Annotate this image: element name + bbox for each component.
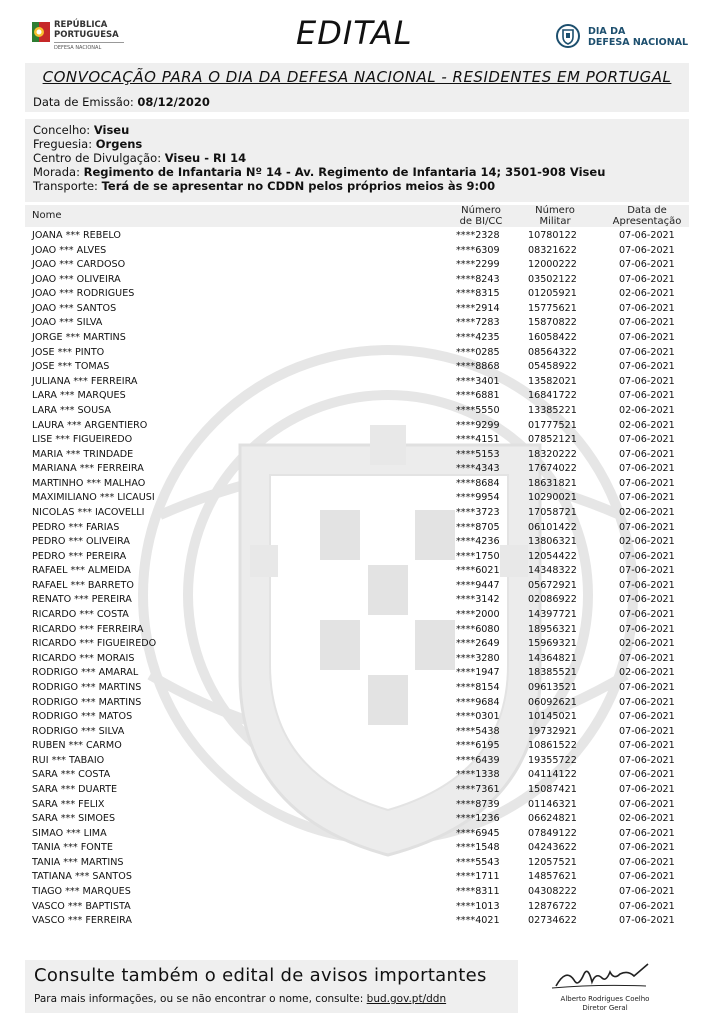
cell-militar: 19732921 — [528, 725, 577, 737]
cell-bi: ****6021 — [456, 565, 500, 577]
cell-bi: ****5543 — [456, 856, 500, 868]
cell-militar: 06092621 — [528, 696, 577, 708]
cell-date: 02-06-2021 — [619, 288, 675, 300]
cell-militar: 12057521 — [528, 856, 577, 868]
column-header-bi-line1: Número — [461, 205, 501, 216]
signer-role: Diretor Geral — [582, 1004, 628, 1012]
cell-bi: ****5438 — [456, 725, 500, 737]
cell-name: RICARDO *** COSTA — [32, 609, 129, 621]
table-row — [25, 608, 689, 623]
cell-date: 07-06-2021 — [619, 492, 675, 504]
footer-link[interactable]: bud.gov.pt/ddn — [366, 993, 447, 1005]
cell-militar: 15969321 — [528, 638, 577, 650]
cell-militar: 15775621 — [528, 302, 577, 314]
concelho-row — [33, 123, 129, 137]
cell-date: 07-06-2021 — [619, 609, 675, 621]
cell-name: MARIANA *** FERREIRA — [32, 463, 144, 475]
cell-name: JOAO *** RODRIGUES — [32, 288, 135, 300]
table-row — [25, 885, 689, 900]
cell-name: LARA *** SOUSA — [32, 404, 111, 416]
table-row — [25, 593, 689, 608]
cell-militar: 18320222 — [528, 448, 577, 460]
cell-bi: ****6881 — [456, 390, 500, 402]
cell-date: 07-06-2021 — [619, 521, 675, 533]
morada-row — [33, 165, 605, 179]
cell-militar: 12876722 — [528, 900, 577, 912]
table-row — [25, 696, 689, 711]
cell-bi: ****6195 — [456, 740, 500, 752]
cell-date: 07-06-2021 — [619, 900, 675, 912]
cell-name: PEDRO *** PEREIRA — [32, 550, 127, 562]
signer-name: Alberto Rodrigues Coelho — [560, 995, 650, 1003]
table-row — [25, 870, 689, 885]
table-row — [25, 681, 689, 696]
signer-block — [540, 995, 670, 1013]
table-row — [25, 739, 689, 754]
cell-name: TIAGO *** MARQUES — [32, 886, 131, 898]
cell-date: 07-06-2021 — [619, 886, 675, 898]
cell-militar: 08564322 — [528, 346, 577, 358]
transporte-row — [33, 179, 495, 193]
cell-date: 02-06-2021 — [619, 419, 675, 431]
cell-name: SARA *** COSTA — [32, 769, 111, 781]
cell-name: JORGE *** MARTINS — [32, 332, 126, 344]
cell-militar: 13385221 — [528, 404, 577, 416]
cell-date: 07-06-2021 — [619, 769, 675, 781]
cell-date: 07-06-2021 — [619, 463, 675, 475]
cell-date: 07-06-2021 — [619, 550, 675, 562]
cell-bi: ****8684 — [456, 477, 500, 489]
cell-date: 07-06-2021 — [619, 681, 675, 693]
cell-bi: ****3723 — [456, 506, 500, 518]
cell-name: RODRIGO *** MATOS — [32, 711, 133, 723]
cell-date: 02-06-2021 — [619, 506, 675, 518]
cell-date: 07-06-2021 — [619, 740, 675, 752]
cell-date: 07-06-2021 — [619, 361, 675, 373]
cell-militar: 10780122 — [528, 230, 577, 241]
cell-name: MARTINHO *** MALHAO — [32, 477, 146, 489]
cell-bi: ****9684 — [456, 696, 500, 708]
cell-name: RODRIGO *** AMARAL — [32, 667, 139, 679]
logo-line-1: REPÚBLICA — [54, 20, 108, 30]
table-row — [25, 360, 689, 375]
cell-bi: ****2000 — [456, 609, 500, 621]
cell-date: 07-06-2021 — [619, 696, 675, 708]
cell-date: 07-06-2021 — [619, 565, 675, 577]
cell-militar: 06101422 — [528, 521, 577, 533]
cell-bi: ****8315 — [456, 288, 500, 300]
cell-bi: ****8705 — [456, 521, 500, 533]
cell-bi: ****1750 — [456, 550, 500, 562]
table-row — [25, 404, 689, 419]
cell-date: 07-06-2021 — [619, 783, 675, 795]
cell-name: NICOLAS *** IACOVELLI — [32, 506, 145, 518]
cell-date: 07-06-2021 — [619, 798, 675, 810]
emission-date — [33, 95, 210, 109]
cell-bi: ****7283 — [456, 317, 500, 329]
cell-name: VASCO *** FERREIRA — [32, 915, 132, 927]
cell-name: JULIANA *** FERREIRA — [32, 375, 138, 387]
cell-date: 07-06-2021 — [619, 346, 675, 358]
cell-date: 02-06-2021 — [619, 638, 675, 650]
centro-row — [33, 151, 246, 165]
table-row — [25, 521, 689, 536]
table-row — [25, 579, 689, 594]
table-row — [25, 841, 689, 856]
cell-name: VASCO *** BAPTISTA — [32, 900, 131, 912]
cell-bi: ****2914 — [456, 302, 500, 314]
table-row — [25, 827, 689, 842]
cell-militar: 16841722 — [528, 390, 577, 402]
location-info — [25, 119, 689, 202]
table-row — [25, 244, 689, 259]
cell-bi: ****4021 — [456, 915, 500, 927]
cell-name: RENATO *** PEREIRA — [32, 594, 132, 606]
cell-bi: ****4235 — [456, 332, 500, 344]
cell-name: JOAO *** OLIVEIRA — [32, 273, 121, 285]
table-row — [25, 433, 689, 448]
table-row — [25, 375, 689, 390]
cell-name: LISE *** FIGUEIREDO — [32, 434, 133, 446]
transporte-value: Terá de se apresentar no CDDN pelos próprios meios às 9:00 — [101, 179, 496, 193]
table-row — [25, 302, 689, 317]
cell-name: SARA *** FELIX — [32, 798, 105, 810]
cell-date: 07-06-2021 — [619, 448, 675, 460]
cell-name: JOSE *** PINTO — [32, 346, 105, 358]
table-row — [25, 812, 689, 827]
cell-bi: ****5153 — [456, 448, 500, 460]
cell-bi: ****8311 — [456, 886, 500, 898]
logo-line-2: PORTUGUESA — [54, 30, 119, 40]
concelho-label: Concelho: — [33, 123, 91, 137]
cell-name: JOANA *** REBELO — [32, 230, 121, 241]
cell-bi: ****7361 — [456, 783, 500, 795]
table-row — [25, 331, 689, 346]
table-row — [25, 710, 689, 725]
cell-name: SIMAO *** LIMA — [32, 827, 107, 839]
table-row — [25, 856, 689, 871]
cell-militar: 09613521 — [528, 681, 577, 693]
footer-info-text: Para mais informações, ou se não encontrar o nome, consulte: — [34, 993, 364, 1005]
cell-date: 07-06-2021 — [619, 871, 675, 883]
cell-date: 07-06-2021 — [619, 244, 675, 256]
table-row — [25, 798, 689, 813]
cell-militar: 14348322 — [528, 565, 577, 577]
cell-militar: 15870822 — [528, 317, 577, 329]
cell-militar: 14857621 — [528, 871, 577, 883]
freguesia-value: Orgens — [95, 137, 143, 151]
cell-bi: ****2649 — [456, 638, 500, 650]
cell-militar: 02086922 — [528, 594, 577, 606]
cell-name: JOAO *** ALVES — [32, 244, 107, 256]
table-row — [25, 273, 689, 288]
cell-date: 07-06-2021 — [619, 317, 675, 329]
table-row — [25, 666, 689, 681]
table-row — [25, 448, 689, 463]
column-header-militar-line2: Militar — [539, 216, 571, 227]
table-row — [25, 389, 689, 404]
cell-bi: ****1013 — [456, 900, 500, 912]
cell-militar: 07849122 — [528, 827, 577, 839]
table-row — [25, 316, 689, 331]
cell-militar: 05672921 — [528, 579, 577, 591]
signature-image — [548, 960, 658, 994]
morada-value: Regimento de Infantaria Nº 14 - Av. Regimento de Infantaria 14; 3501-908 Viseu — [83, 165, 606, 179]
morada-label: Morada: — [33, 165, 80, 179]
column-header-militar-line1: Número — [535, 205, 575, 216]
cell-militar: 04308222 — [528, 886, 577, 898]
table-row — [25, 564, 689, 579]
cell-name: MARIA *** TRINDADE — [32, 448, 134, 460]
freguesia-row — [33, 137, 142, 151]
cell-name: LARA *** MARQUES — [32, 390, 126, 402]
column-header-name: Nome — [32, 210, 62, 221]
freguesia-label: Freguesia: — [33, 137, 93, 151]
cell-militar: 18956321 — [528, 623, 577, 635]
footer-info — [34, 993, 446, 1005]
cell-bi: ****3280 — [456, 652, 500, 664]
column-header-militar — [530, 205, 580, 227]
cell-name: RODRIGO *** MARTINS — [32, 681, 142, 693]
cell-name: MAXIMILIANO *** LICAUSI — [32, 492, 155, 504]
table-row — [25, 768, 689, 783]
cell-militar: 06624821 — [528, 813, 577, 825]
cell-date: 07-06-2021 — [619, 230, 675, 241]
table-row — [25, 287, 689, 302]
cell-date: 07-06-2021 — [619, 915, 675, 927]
cell-name: RICARDO *** MORAIS — [32, 652, 135, 664]
centro-label: Centro de Divulgação: — [33, 151, 162, 165]
cell-bi: ****3142 — [456, 594, 500, 606]
page-title: EDITAL — [296, 14, 413, 52]
table-row — [25, 491, 689, 506]
cell-militar: 01205921 — [528, 288, 577, 300]
cell-name: LAURA *** ARGENTIERO — [32, 419, 148, 431]
cell-date: 07-06-2021 — [619, 856, 675, 868]
cell-name: SARA *** DUARTE — [32, 783, 118, 795]
table-row — [25, 900, 689, 915]
republica-portuguesa-logo — [30, 18, 130, 56]
cell-name: TATIANA *** SANTOS — [32, 871, 132, 883]
cell-date: 07-06-2021 — [619, 259, 675, 271]
cell-bi: ****5550 — [456, 404, 500, 416]
cell-date: 07-06-2021 — [619, 711, 675, 723]
cell-name: RUI *** TABAIO — [32, 754, 105, 766]
cell-date: 07-06-2021 — [619, 273, 675, 285]
cell-name: SARA *** SIMOES — [32, 813, 116, 825]
cell-date: 07-06-2021 — [619, 842, 675, 854]
table-row — [25, 914, 689, 929]
cell-militar: 13582021 — [528, 375, 577, 387]
cell-date: 02-06-2021 — [619, 404, 675, 416]
cell-bi: ****1338 — [456, 769, 500, 781]
cell-militar: 04114122 — [528, 769, 577, 781]
column-header-data-line1: Data de — [627, 205, 667, 216]
logo-line-3: DEFESA NACIONAL — [54, 45, 102, 51]
cell-militar: 14397721 — [528, 609, 577, 621]
cell-militar: 01146321 — [528, 798, 577, 810]
cell-bi: ****1711 — [456, 871, 500, 883]
emission-date-value: 08/12/2020 — [137, 95, 210, 109]
cell-name: RICARDO *** FERREIRA — [32, 623, 144, 635]
convocation-subtitle: CONVOCAÇÃO PARA O DIA DA DEFESA NACIONAL - RESIDENTES EM PORTUGAL — [42, 68, 672, 86]
cell-militar: 04243622 — [528, 842, 577, 854]
cell-bi: ****8739 — [456, 798, 500, 810]
cell-date: 07-06-2021 — [619, 594, 675, 606]
cell-name: TANIA *** FONTE — [32, 842, 113, 854]
cell-bi: ****9447 — [456, 579, 500, 591]
cell-bi: ****8868 — [456, 361, 500, 373]
table-header — [25, 205, 689, 227]
table-row — [25, 419, 689, 434]
cell-name: RODRIGO *** MARTINS — [32, 696, 142, 708]
cell-date: 07-06-2021 — [619, 477, 675, 489]
cell-date: 07-06-2021 — [619, 623, 675, 635]
cell-militar: 03502122 — [528, 273, 577, 285]
cell-militar: 13806321 — [528, 536, 577, 548]
table-row — [25, 535, 689, 550]
footer-notice — [25, 960, 518, 1013]
cell-militar: 18631821 — [528, 477, 577, 489]
cell-bi: ****4236 — [456, 536, 500, 548]
cell-militar: 18385521 — [528, 667, 577, 679]
cell-date: 02-06-2021 — [619, 536, 675, 548]
cell-militar: 12054422 — [528, 550, 577, 562]
cell-bi: ****6309 — [456, 244, 500, 256]
cell-bi: ****4343 — [456, 463, 500, 475]
cell-militar: 10145021 — [528, 711, 577, 723]
cell-date: 07-06-2021 — [619, 754, 675, 766]
column-header-bi — [457, 205, 505, 227]
cell-date: 07-06-2021 — [619, 390, 675, 402]
cell-name: RUBEN *** CARMO — [32, 740, 122, 752]
ddn-logo-line-1: DIA DA — [588, 26, 626, 37]
table-row — [25, 477, 689, 492]
cell-bi: ****8243 — [456, 273, 500, 285]
cell-name: RODRIGO *** SILVA — [32, 725, 125, 737]
cell-name: RAFAEL *** ALMEIDA — [32, 565, 131, 577]
cell-date: 02-06-2021 — [619, 813, 675, 825]
cell-date: 07-06-2021 — [619, 434, 675, 446]
dia-da-defesa-nacional-logo — [556, 24, 696, 52]
cell-bi: ****4151 — [456, 434, 500, 446]
concelho-value: Viseu — [93, 123, 130, 137]
cell-date: 07-06-2021 — [619, 332, 675, 344]
cell-militar: 19355722 — [528, 754, 577, 766]
cell-militar: 15087421 — [528, 783, 577, 795]
cell-name: TANIA *** MARTINS — [32, 856, 124, 868]
table-row — [25, 754, 689, 769]
cell-name: RAFAEL *** BARRETO — [32, 579, 134, 591]
cell-bi: ****0301 — [456, 711, 500, 723]
cell-bi: ****1548 — [456, 842, 500, 854]
table-row — [25, 462, 689, 477]
cell-bi: ****8154 — [456, 681, 500, 693]
cell-date: 07-06-2021 — [619, 652, 675, 664]
ddn-logo-line-2: DEFESA NACIONAL — [588, 37, 689, 48]
cell-date: 02-06-2021 — [619, 667, 675, 679]
ddn-shield-icon — [556, 24, 580, 48]
cell-bi: ****1236 — [456, 813, 500, 825]
convocation-banner — [25, 63, 689, 112]
cell-militar: 10290021 — [528, 492, 577, 504]
table-body — [25, 229, 689, 929]
table-row — [25, 783, 689, 798]
cell-name: RICARDO *** FIGUEIREDO — [32, 638, 157, 650]
cell-bi: ****2299 — [456, 259, 500, 271]
cell-militar: 07852121 — [528, 434, 577, 446]
cell-date: 07-06-2021 — [619, 827, 675, 839]
cell-bi: ****6080 — [456, 623, 500, 635]
cell-date: 07-06-2021 — [619, 375, 675, 387]
cell-bi: ****6439 — [456, 754, 500, 766]
cell-militar: 02734622 — [528, 915, 577, 927]
cell-militar: 05458922 — [528, 361, 577, 373]
cell-militar: 01777521 — [528, 419, 577, 431]
table-row — [25, 258, 689, 273]
emission-date-label: Data de Emissão: — [33, 95, 134, 109]
table-row — [25, 637, 689, 652]
cell-name: JOAO *** CARDOSO — [32, 259, 126, 271]
cell-militar: 17058721 — [528, 506, 577, 518]
cell-bi: ****1947 — [456, 667, 500, 679]
column-header-bi-line2: de BI/CC — [459, 216, 503, 227]
table-row — [25, 506, 689, 521]
cell-date: 07-06-2021 — [619, 302, 675, 314]
footer-headline: Consulte também o edital de avisos importantes — [34, 965, 487, 986]
cell-date: 07-06-2021 — [619, 579, 675, 591]
table-row — [25, 652, 689, 667]
cell-bi: ****3401 — [456, 375, 500, 387]
table-row — [25, 725, 689, 740]
cell-militar: 17674022 — [528, 463, 577, 475]
cell-bi: ****9299 — [456, 419, 500, 431]
cell-bi: ****6945 — [456, 827, 500, 839]
column-header-data-line2: Apresentação — [612, 216, 682, 227]
cell-name: JOAO *** SANTOS — [32, 302, 117, 314]
cell-name: JOSE *** TOMAS — [32, 361, 110, 373]
cell-bi: ****9954 — [456, 492, 500, 504]
cell-name: PEDRO *** FARIAS — [32, 521, 120, 533]
table-row — [25, 550, 689, 565]
cell-militar: 14364821 — [528, 652, 577, 664]
column-header-data — [609, 205, 685, 227]
cell-militar: 16058422 — [528, 332, 577, 344]
cell-bi: ****2328 — [456, 230, 500, 241]
cell-bi: ****0285 — [456, 346, 500, 358]
transporte-label: Transporte: — [33, 179, 98, 193]
cell-militar: 10861522 — [528, 740, 577, 752]
table-row — [25, 623, 689, 638]
cell-name: JOAO *** SILVA — [32, 317, 103, 329]
cell-date: 07-06-2021 — [619, 725, 675, 737]
portugal-emblem-icon — [32, 20, 50, 44]
cell-militar: 12000222 — [528, 259, 577, 271]
cell-militar: 08321622 — [528, 244, 577, 256]
cell-name: PEDRO *** OLIVEIRA — [32, 536, 130, 548]
centro-value: Viseu - RI 14 — [164, 151, 247, 165]
table-row — [25, 346, 689, 361]
table-row — [25, 229, 689, 244]
